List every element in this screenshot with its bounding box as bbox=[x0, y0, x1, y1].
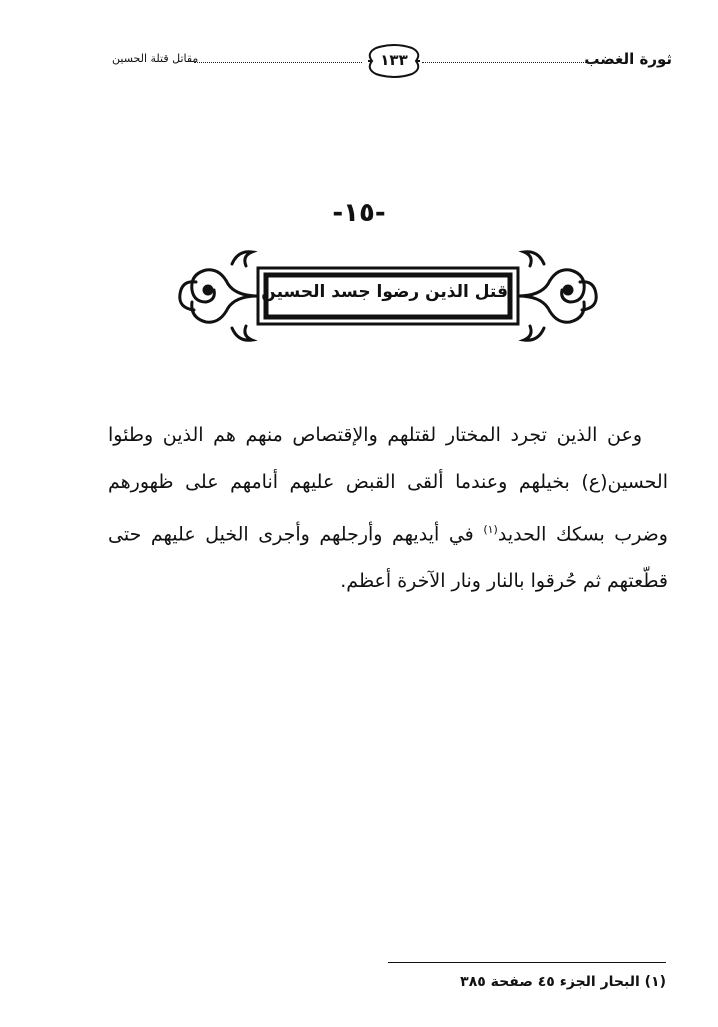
body-paragraph bbox=[108, 412, 668, 605]
footnote-separator bbox=[388, 962, 666, 963]
running-header bbox=[112, 44, 672, 80]
footnote-text: (١) البحار الجزء ٤٥ صفحة ٣٨٥ bbox=[460, 974, 666, 990]
header-dotted-leader-right bbox=[422, 62, 598, 63]
page-number: ١٣٣ bbox=[380, 51, 408, 69]
body-text-part1: وعن الذين تجرد المختار لقتلهم والإقتصاص منهم هم الذين وطئوا الحسين(ع) بخيلهم وعندما ألقى القبض عليهم أنامهم على ظهورهم وضرب بسكك الحديد bbox=[108, 424, 668, 546]
header-dotted-leader-left bbox=[194, 62, 362, 63]
body-text-part2: في أيديهم وأرجلهم وأجرى الخيل عليهم حتى قطّعتهم ثم حُرقوا بالنار ونار الآخرة أعظم. bbox=[108, 523, 668, 593]
footnote-reference: (١) bbox=[483, 523, 498, 536]
chapter-title: قتل الذين رضوا جسد الحسين bbox=[261, 282, 508, 302]
chapter-title-cartouche bbox=[176, 244, 600, 348]
book-title: ثورة الغضب bbox=[584, 50, 672, 68]
page-number-ornament bbox=[366, 44, 422, 78]
chapter-number: -١٥- bbox=[332, 198, 386, 228]
section-title: مقاتل قتلة الحسين bbox=[112, 52, 199, 65]
